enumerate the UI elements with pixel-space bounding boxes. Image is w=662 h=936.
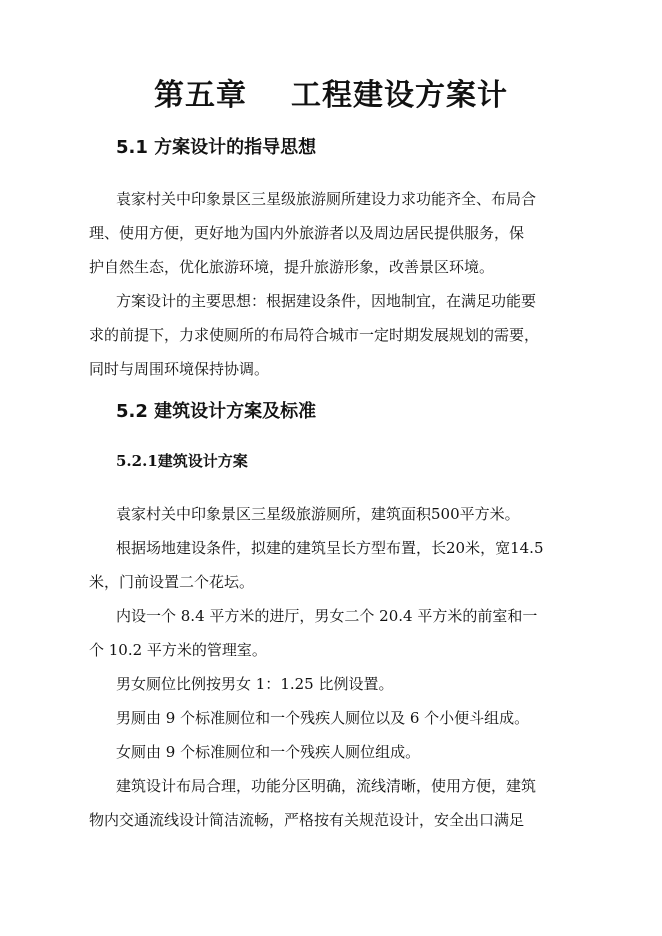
- paragraph-line: 建筑设计布局合理，功能分区明确，流线清晰，使用方便，建筑: [116, 777, 537, 795]
- paragraph-line: 米，门前设置二个花坛。: [89, 573, 255, 591]
- section-heading-5-2: 5.2 建筑设计方案及标准: [116, 401, 317, 422]
- paragraph-line: 根据场地建设条件，拟建的建筑呈长方型布置，长20米，宽14.5: [116, 539, 544, 557]
- paragraph-line: 个 10.2 平方米的管理室。: [89, 641, 267, 659]
- chapter-name: 工程建设方案计: [291, 78, 508, 113]
- paragraph-line: 内设一个 8.4 平方米的进厅，男女二个 20.4 平方米的前室和一: [116, 607, 538, 625]
- chapter-title: [0, 76, 662, 116]
- paragraph-line: 男女厕位比例按男女 1：1.25 比例设置。: [116, 675, 394, 693]
- paragraph-line: 护自然生态，优化旅游环境，提升旅游形象，改善景区环境。: [89, 258, 495, 276]
- paragraph-line: 同时与周围环境保持协调。: [89, 360, 270, 378]
- paragraph-line: 方案设计的主要思想：根据建设条件，因地制宜，在满足功能要: [116, 292, 537, 310]
- paragraph-line: 女厕由 9 个标准厕位和一个残疾人厕位组成。: [116, 743, 421, 761]
- section-heading-5-1: 5.1 方案设计的指导思想: [116, 137, 317, 158]
- paragraph-line: 袁家村关中印象景区三星级旅游厕所，建筑面积500平方米。: [116, 505, 520, 523]
- chapter-number: 第五章: [154, 78, 247, 113]
- paragraph-line: 袁家村关中印象景区三星级旅游厕所建设力求功能齐全、布局合: [116, 190, 537, 208]
- section-heading-5-2-1: 5.2.1建筑设计方案: [116, 452, 248, 470]
- paragraph-line: 理、使用方便，更好地为国内外旅游者以及周边居民提供服务，保: [89, 224, 525, 242]
- paragraph-line: 男厕由 9 个标准厕位和一个残疾人厕位以及 6 个小便斗组成。: [116, 709, 530, 727]
- paragraph-line: 求的前提下，力求使厕所的布局符合城市一定时期发展规划的需要，: [89, 326, 540, 344]
- paragraph-line: 物内交通流线设计简洁流畅，严格按有关规范设计，安全出口满足: [89, 811, 525, 829]
